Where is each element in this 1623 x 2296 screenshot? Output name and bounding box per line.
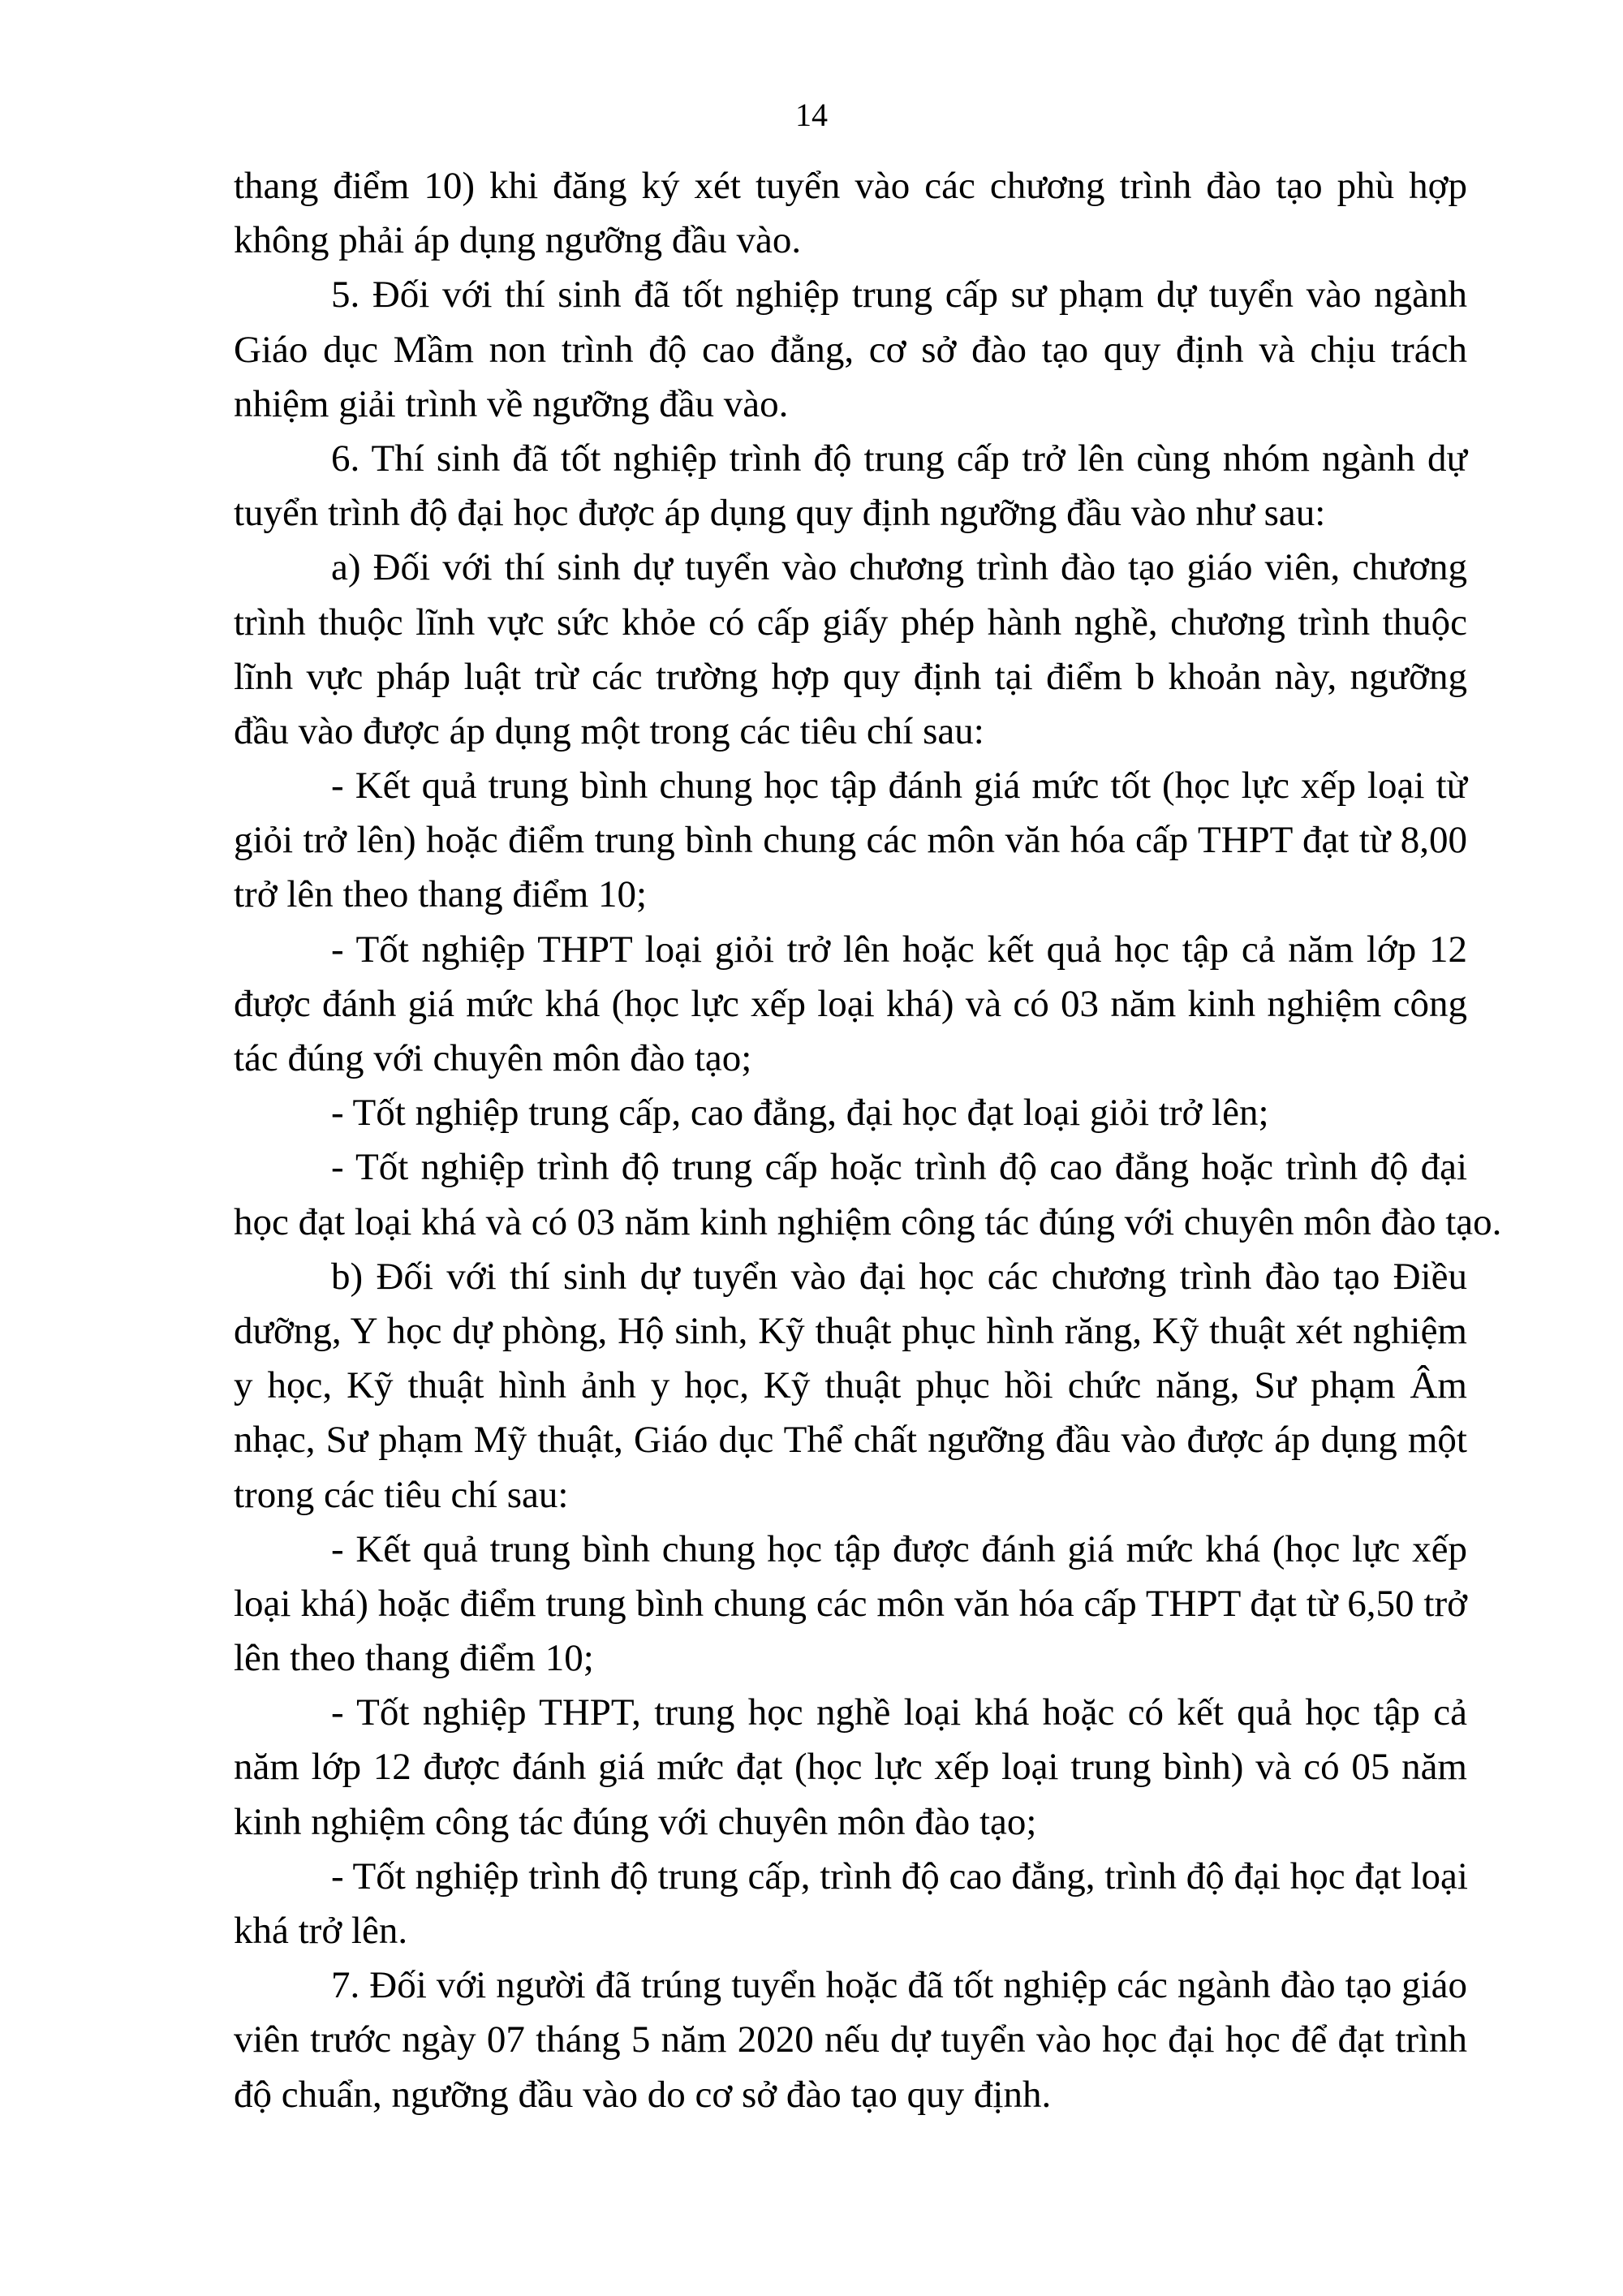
text-line: Giáo dục Mầm non trình độ cao đẳng, cơ sở đào tạo quy định và chịu trách (234, 328, 1467, 371)
text-line: được đánh giá mức khá (học lực xếp loại khá) và có 03 năm kinh nghiệm công (234, 982, 1467, 1025)
paragraph-first-line: - Tốt nghiệp trình độ trung cấp, trình độ cao đẳng, trình độ đại học đạt loại (331, 1854, 1468, 1898)
text-line: lĩnh vực pháp luật trừ các trường hợp quy định tại điểm b khoản này, ngưỡng (234, 655, 1467, 698)
text-line: nhiệm giải trình về ngưỡng đầu vào. (234, 382, 789, 425)
text-line: nhạc, Sư phạm Mỹ thuật, Giáo dục Thể chất ngưỡng đầu vào được áp dụng một (234, 1419, 1467, 1462)
paragraph-first-line: - Kết quả trung bình chung học tập được đánh giá mức khá (học lực xếp (331, 1527, 1467, 1570)
text-line: trở lên theo thang điểm 10; (234, 873, 648, 916)
text-line: viên trước ngày 07 tháng 5 năm 2020 nếu dự tuyển vào học đại học để đạt trình (234, 2018, 1467, 2061)
paragraph-first-line: - Tốt nghiệp trình độ trung cấp hoặc trình độ cao đẳng hoặc trình độ đại (331, 1146, 1467, 1189)
text-line: học đạt loại khá và có 03 năm kinh nghiệm công tác đúng với chuyên môn đào tạo. (234, 1200, 1502, 1243)
paragraph-first-line: - Tốt nghiệp trung cấp, cao đẳng, đại học đạt loại giỏi trở lên; (331, 1092, 1269, 1135)
text-line: y học, Kỹ thuật hình ảnh y học, Kỹ thuật phục hồi chức năng, Sư phạm Âm (234, 1364, 1467, 1407)
paragraph-first-line: - Tốt nghiệp THPT loại giỏi trở lên hoặc kết quả học tập cả năm lớp 12 (331, 928, 1467, 971)
text-line: không phải áp dụng ngưỡng đầu vào. (234, 219, 802, 262)
text-line: tác đúng với chuyên môn đào tạo; (234, 1037, 752, 1079)
paragraph-first-line: 7. Đối với người đã trúng tuyển hoặc đã tốt nghiệp các ngành đào tạo giáo (331, 1964, 1467, 2007)
text-line: lên theo thang điểm 10; (234, 1637, 594, 1680)
text-line: trong các tiêu chí sau: (234, 1473, 569, 1516)
text-line: khá trở lên. (234, 1910, 408, 1952)
text-line: loại khá) hoặc điểm trung bình chung các môn văn hóa cấp THPT đạt từ 6,50 trở (234, 1582, 1467, 1625)
text-line: kinh nghiệm công tác đúng với chuyên môn đào tạo; (234, 1800, 1037, 1843)
text-line: tuyển trình độ đại học được áp dụng quy định ngưỡng đầu vào như sau: (234, 492, 1326, 535)
text-line: giỏi trở lên) hoặc điểm trung bình chung các môn văn hóa cấp THPT đạt từ 8,00 (234, 819, 1467, 862)
page-number: 14 (795, 97, 828, 133)
text-line: năm lớp 12 được đánh giá mức đạt (học lực xếp loại trung bình) và có 05 năm (234, 1746, 1467, 1789)
text-line: đầu vào được áp dụng một trong các tiêu chí sau: (234, 709, 984, 752)
text-line: độ chuẩn, ngưỡng đầu vào do cơ sở đào tạo quy định. (234, 2073, 1052, 2116)
paragraph-first-line: 5. Đối với thí sinh đã tốt nghiệp trung cấp sư phạm dự tuyển vào ngành (331, 274, 1467, 317)
text-line: dưỡng, Y học dự phòng, Hộ sinh, Kỹ thuật phục hình răng, Kỹ thuật xét nghiệm (234, 1309, 1467, 1352)
paragraph-first-line: 6. Thí sinh đã tốt nghiệp trình độ trung cấp trở lên cùng nhóm ngành dự (331, 437, 1467, 480)
text-line: thang điểm 10) khi đăng ký xét tuyển vào các chương trình đào tạo phù hợp (234, 165, 1467, 207)
document-body (234, 159, 1502, 2122)
text-line: trình thuộc lĩnh vực sức khỏe có cấp giấy phép hành nghề, chương trình thuộc (234, 601, 1467, 644)
paragraph-first-line: - Kết quả trung bình chung học tập đánh giá mức tốt (học lực xếp loại từ (331, 765, 1467, 808)
paragraph-first-line: b) Đối với thí sinh dự tuyển vào đại học các chương trình đào tạo Điều (331, 1255, 1467, 1298)
paragraph-first-line: - Tốt nghiệp THPT, trung học nghề loại khá hoặc có kết quả học tập cả (331, 1691, 1467, 1734)
paragraph-first-line: a) Đối với thí sinh dự tuyển vào chương trình đào tạo giáo viên, chương (331, 546, 1467, 589)
